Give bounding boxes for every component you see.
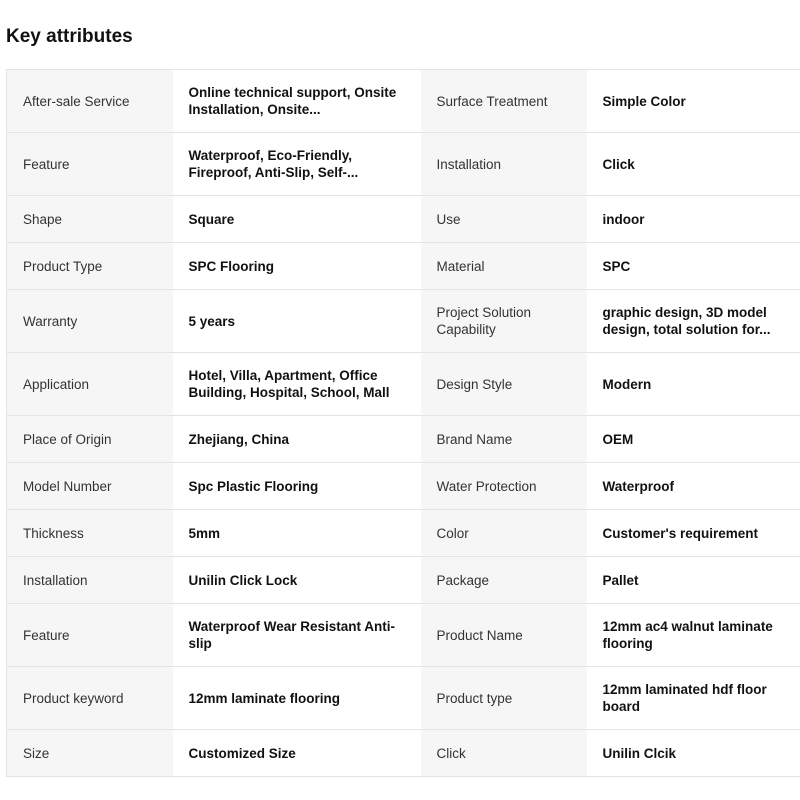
attribute-value: Zhejiang, China bbox=[173, 416, 421, 463]
attribute-value: 12mm laminate flooring bbox=[173, 667, 421, 730]
attribute-value: SPC Flooring bbox=[173, 243, 421, 290]
attribute-label: Product Type bbox=[7, 243, 173, 290]
attribute-label: Model Number bbox=[7, 463, 173, 510]
table-row bbox=[7, 604, 800, 667]
table-row bbox=[7, 353, 800, 416]
attribute-value: Online technical support, Onsite Installation, Onsite... bbox=[173, 70, 421, 133]
attribute-value: Modern bbox=[587, 353, 800, 416]
attribute-value: Unilin Clcik bbox=[587, 730, 800, 777]
table-row bbox=[7, 133, 800, 196]
attribute-label: Thickness bbox=[7, 510, 173, 557]
attribute-label: Surface Treatment bbox=[421, 70, 587, 133]
attribute-value: graphic design, 3D model design, total solution for... bbox=[587, 290, 800, 353]
attribute-value: Customer's requirement bbox=[587, 510, 800, 557]
attribute-label: Product keyword bbox=[7, 667, 173, 730]
attribute-value: OEM bbox=[587, 416, 800, 463]
attribute-label: Water Protection bbox=[421, 463, 587, 510]
attribute-value: SPC bbox=[587, 243, 800, 290]
attribute-label: Color bbox=[421, 510, 587, 557]
attribute-label: Size bbox=[7, 730, 173, 777]
attribute-value: Click bbox=[587, 133, 800, 196]
attribute-value: Hotel, Villa, Apartment, Office Building, Hospital, School, Mall bbox=[173, 353, 421, 416]
attribute-value: Simple Color bbox=[587, 70, 800, 133]
table-row bbox=[7, 463, 800, 510]
section-title: Key attributes bbox=[6, 26, 133, 47]
table-row bbox=[7, 557, 800, 604]
attribute-value: 5 years bbox=[173, 290, 421, 353]
attribute-value: Unilin Click Lock bbox=[173, 557, 421, 604]
attribute-value: Square bbox=[173, 196, 421, 243]
attribute-label: Product type bbox=[421, 667, 587, 730]
attribute-label: Product Name bbox=[421, 604, 587, 667]
attribute-value: 5mm bbox=[173, 510, 421, 557]
attribute-value: 12mm laminated hdf floor board bbox=[587, 667, 800, 730]
attribute-value: Spc Plastic Flooring bbox=[173, 463, 421, 510]
attribute-value: Pallet bbox=[587, 557, 800, 604]
table-row bbox=[7, 510, 800, 557]
table-row bbox=[7, 196, 800, 243]
attribute-label: Project Solution Capability bbox=[421, 290, 587, 353]
attribute-label: Brand Name bbox=[421, 416, 587, 463]
attribute-label: Installation bbox=[7, 557, 173, 604]
attributes-table bbox=[6, 69, 800, 777]
attribute-label: Click bbox=[421, 730, 587, 777]
table-row bbox=[7, 70, 800, 133]
attribute-label: After-sale Service bbox=[7, 70, 173, 133]
attribute-label: Use bbox=[421, 196, 587, 243]
table-row bbox=[7, 416, 800, 463]
table-row bbox=[7, 290, 800, 353]
attribute-label: Feature bbox=[7, 604, 173, 667]
attribute-label: Feature bbox=[7, 133, 173, 196]
attribute-value: 12mm ac4 walnut laminate flooring bbox=[587, 604, 800, 667]
attribute-label: Installation bbox=[421, 133, 587, 196]
attribute-value: Waterproof Wear Resistant Anti-slip bbox=[173, 604, 421, 667]
attribute-value: indoor bbox=[587, 196, 800, 243]
attribute-label: Application bbox=[7, 353, 173, 416]
attribute-label: Place of Origin bbox=[7, 416, 173, 463]
attribute-label: Package bbox=[421, 557, 587, 604]
attribute-value: Waterproof, Eco-Friendly, Fireproof, Anti-Slip, Self-... bbox=[173, 133, 421, 196]
table-row bbox=[7, 730, 800, 777]
attribute-value: Waterproof bbox=[587, 463, 800, 510]
table-row bbox=[7, 667, 800, 730]
attribute-label: Shape bbox=[7, 196, 173, 243]
table-row bbox=[7, 243, 800, 290]
attribute-label: Design Style bbox=[421, 353, 587, 416]
attribute-value: Customized Size bbox=[173, 730, 421, 777]
attribute-label: Warranty bbox=[7, 290, 173, 353]
attribute-label: Material bbox=[421, 243, 587, 290]
